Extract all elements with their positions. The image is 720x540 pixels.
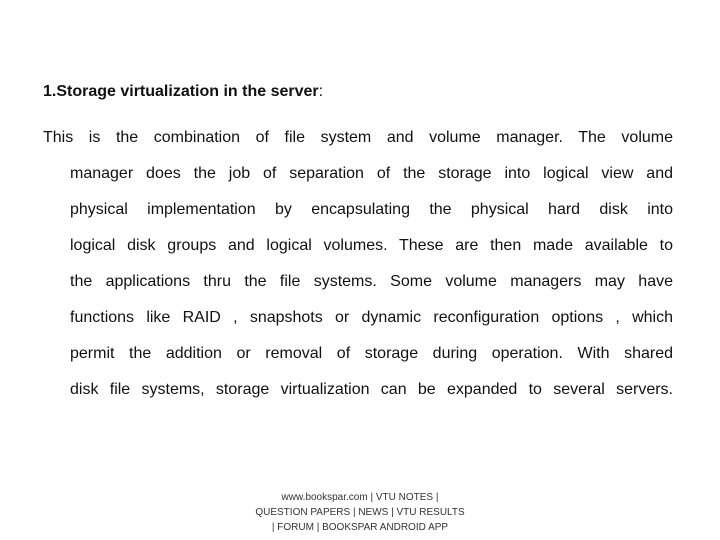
section-heading-title: 1.Storage virtualization in the server	[43, 83, 319, 100]
footer-line: QUESTION PAPERS | NEWS | VTU RESULTS	[255, 507, 465, 518]
paragraph-line: the applications thru the file systems. Some volume managers may have	[70, 273, 673, 290]
paragraph-line: permit the addition or removal of storage during operation. With shared	[70, 345, 673, 362]
footer-line: | FORUM | BOOKSPAR ANDROID APP	[271, 522, 449, 533]
body-paragraph	[43, 120, 673, 408]
footer	[240, 490, 480, 535]
paragraph-line: manager does the job of separation of the storage into logical view and	[70, 165, 673, 182]
paragraph-line: physical implementation by encapsulating the physical hard disk into	[70, 201, 673, 218]
section-heading	[43, 81, 323, 103]
paragraph-line: functions like RAID , snapshots or dynamic reconfiguration options , which	[70, 309, 673, 326]
paragraph-line: logical disk groups and logical volumes. These are then made available to	[70, 237, 673, 254]
section-heading-colon: :	[318, 83, 324, 100]
footer-line: www.bookspar.com | VTU NOTES |	[281, 492, 439, 503]
paragraph-line: disk file systems, storage virtualization can be expanded to several servers.	[70, 381, 673, 398]
paragraph-line: This is the combination of file system and volume manager. The volume	[43, 129, 673, 146]
